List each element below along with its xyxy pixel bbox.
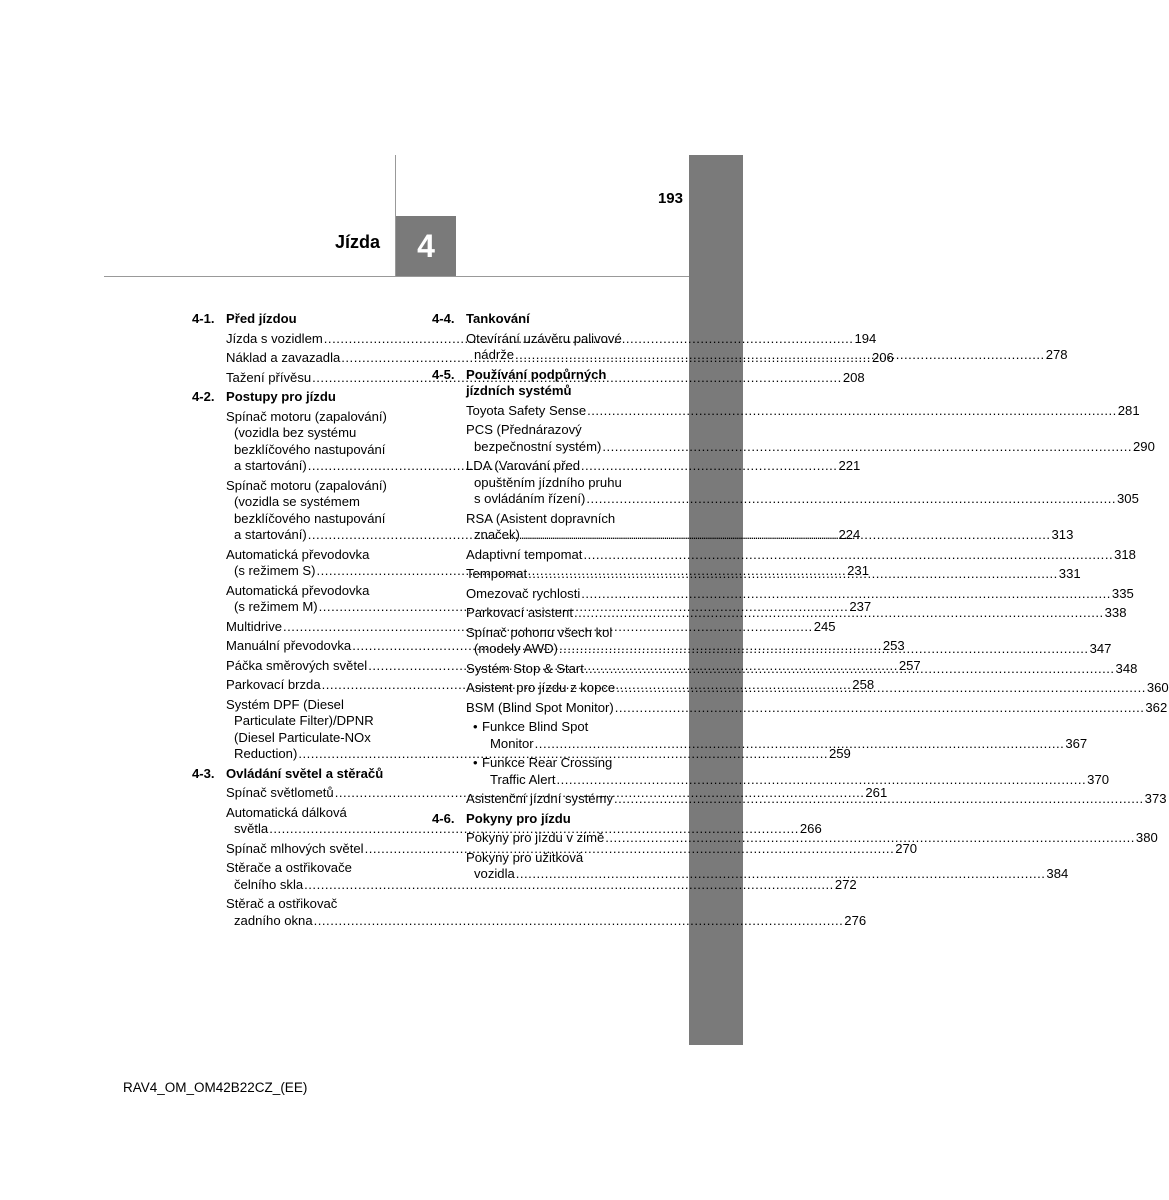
entry-text-line: Stěrač a ostřikovač (226, 896, 338, 911)
entry-page-number: 253 (882, 638, 905, 653)
entry-page-number: 367 (1065, 735, 1088, 751)
entry-text-line: Asistent pro jízdu z kopce (466, 680, 616, 695)
entry-page-number: 208 (842, 369, 865, 385)
entry-text-line: (vozidla se systémem (234, 494, 360, 509)
entry-leader-line (466, 585, 1134, 603)
page-number: 193 (657, 190, 683, 207)
entry-text-line: (vozidla bez systému (234, 425, 357, 440)
section-title (226, 311, 412, 328)
dot-leader (515, 347, 1045, 364)
entry-text-line: Omezovač rychlosti (466, 585, 581, 601)
dot-leader (616, 680, 1146, 697)
entry-leader-line (482, 772, 1109, 789)
entry-page-number: 206 (871, 350, 894, 365)
entry-text-line: Adaptivní tempomat (466, 546, 583, 562)
dot-leader (614, 791, 1144, 808)
entry-page-number: 231 (847, 563, 869, 578)
section-title-line: Používání podpůrných (466, 366, 607, 382)
section-number: 4-5. (432, 366, 455, 382)
entry-page-number: 305 (1117, 491, 1139, 506)
entry-page-number: 224 (838, 527, 861, 542)
entry-text-line: Stěrače a ostřikovače (226, 860, 352, 875)
section-title (466, 811, 652, 828)
entry-text-line: BSM (Blind Spot Monitor) (466, 699, 614, 715)
entry-text-line: zadního okna (234, 912, 313, 928)
section-title-line: jízdních systémů (466, 383, 572, 398)
entry-text-line: (s režimem M) (234, 599, 318, 614)
entry-text-line: Otevírání uzávěru palivové (466, 330, 622, 346)
entry-page-number: 335 (1111, 585, 1134, 601)
entry-text-line: Tažení přívěsu (226, 369, 312, 385)
entry-page-number: 245 (813, 618, 836, 634)
entry-text-line: (modely AWD) (474, 641, 558, 656)
entry-text-line: Náklad a zavazadla (226, 350, 341, 365)
dot-leader (535, 736, 1065, 753)
entry-text-line: Reduction) (234, 746, 298, 761)
section-number: 4-1. (192, 311, 215, 326)
entry-leader-line (226, 876, 857, 894)
section-number: 4-2. (192, 389, 215, 404)
entry-text-line: Manuální převodovka (226, 638, 352, 653)
section-number: 4-6. (432, 810, 455, 826)
entry-leader-line (482, 736, 1087, 753)
entry-text-line: s ovládáním řízení) (474, 491, 586, 506)
chapter-number-box (396, 216, 456, 276)
dot-leader (528, 566, 1058, 583)
toc-section-heading[interactable] (192, 389, 412, 406)
entry-page-number: 259 (828, 746, 851, 761)
dot-leader (585, 661, 1115, 678)
document-code-footer: RAV4_OM_OM42B22CZ_(EE) (123, 1080, 308, 1095)
entry-text-line: značek) (474, 527, 520, 542)
entry-text-line: Automatická převodovka (226, 582, 370, 598)
toc-section-heading[interactable] (192, 766, 412, 783)
toc-entry[interactable] (466, 849, 1069, 883)
toc-entry[interactable] (466, 422, 1155, 455)
toc-entry[interactable] (226, 896, 867, 929)
entry-leader-line (226, 912, 867, 930)
section-title-line: Tankování (466, 311, 530, 326)
entry-text-line: čelního skla (234, 876, 304, 892)
entry-page-number: 261 (865, 785, 888, 800)
dot-leader (559, 641, 1089, 658)
dot-leader (583, 547, 1113, 564)
dot-leader (581, 586, 1111, 603)
entry-page-number: 331 (1058, 566, 1081, 581)
entry-leader-line (466, 438, 1155, 456)
entry-page-number: 318 (1114, 546, 1136, 562)
entry-text-line: bezklíčového nastupování (234, 510, 386, 526)
entry-text-line: Monitor (490, 735, 534, 751)
entry-text-line: Asistenční jízdní systémy (466, 791, 613, 806)
entry-text-line: Funkce Blind Spot (482, 719, 589, 734)
entry-text-line: Páčka směrových světel (226, 657, 368, 673)
toc-entry[interactable] (466, 546, 1136, 564)
header-horizontal-rule (104, 276, 689, 277)
entry-text-line: Jízda s vozidlem (226, 330, 323, 346)
entry-leader-line (466, 699, 1168, 717)
entry-page-number: 360 (1146, 680, 1169, 695)
entry-text-line: Pokyny pro užitková (466, 849, 584, 865)
entry-page-number: 278 (1045, 347, 1068, 362)
section-title-line: Před jízdou (226, 311, 297, 326)
entry-page-number: 290 (1133, 438, 1155, 454)
bullet-entry-body (482, 755, 1109, 788)
entry-page-number: 313 (1051, 527, 1074, 542)
section-title (226, 389, 412, 406)
entry-text-line: Automatická převodovka (226, 546, 370, 562)
entry-text-line: RSA (Asistent dopravních (466, 510, 616, 526)
entry-text-line: Pokyny pro jízdu v zimě (466, 830, 605, 845)
entry-page-number: 257 (898, 657, 921, 673)
entry-page-number: 270 (895, 840, 918, 856)
entry-leader-line (466, 546, 1136, 564)
toc-section-heading[interactable] (192, 311, 412, 328)
chapter-title: Jízda (334, 232, 380, 252)
toc-section-heading[interactable] (432, 311, 652, 328)
bullet-entry-body (482, 719, 1087, 752)
entry-text-line: vozidla (474, 866, 515, 881)
dot-leader (574, 605, 1104, 622)
dot-leader (521, 527, 1051, 544)
entry-text-line: Automatická dálková (226, 804, 347, 820)
entry-page-number: 237 (849, 599, 872, 614)
dot-leader (557, 772, 1087, 789)
entry-text-line: Spínač mlhových světel (226, 840, 364, 856)
entry-text-line: světla (234, 821, 269, 836)
entry-text-line: opuštěním jízdního pruhu (474, 474, 622, 490)
entry-text-line: nádrže (474, 347, 515, 362)
entry-page-number: 384 (1046, 866, 1069, 881)
section-title (466, 311, 652, 328)
entry-text-line: Spínač motoru (zapalování) (226, 408, 387, 424)
dot-leader (314, 913, 844, 930)
entry-text-line: Systém DPF (Diesel (226, 696, 344, 712)
entry-page-number: 194 (854, 330, 877, 346)
entry-text-line: Systém Stop & Start (466, 660, 584, 676)
dot-leader (615, 700, 1145, 717)
section-title (466, 367, 652, 400)
entry-page-number: 373 (1144, 791, 1167, 806)
dot-leader (587, 403, 1117, 420)
dot-leader (605, 830, 1135, 847)
toc-entry[interactable] (466, 699, 1168, 717)
entry-text-line: Spínač motoru (zapalování) (226, 477, 387, 493)
toc-entry[interactable] (466, 585, 1134, 603)
entry-page-number: 276 (844, 912, 867, 928)
entry-page-number: 258 (852, 677, 875, 692)
entry-text-line: bezklíčového nastupování (234, 441, 386, 457)
entry-page-number: 347 (1089, 641, 1112, 656)
entry-page-number: 338 (1104, 605, 1127, 620)
toc-section-heading[interactable] (432, 811, 652, 828)
entry-text-line: Traffic Alert (490, 771, 556, 787)
entry-text-line: Parkovací asistent (466, 605, 573, 620)
entry-page-number: 380 (1135, 830, 1158, 845)
bullet-entry-row (473, 755, 1110, 788)
bullet-entry-row (473, 719, 1088, 752)
toc-entry[interactable] (466, 830, 1158, 847)
entry-page-number: 221 (838, 458, 861, 473)
entry-text-line: Funkce Rear Crossing (482, 755, 613, 770)
entry-text-line: Parkovací brzda (226, 677, 321, 692)
entry-page-number: 272 (834, 876, 857, 892)
entry-text-line: a startování) (234, 458, 307, 473)
section-title-line: Postupy pro jízdu (226, 389, 336, 404)
entry-text-line: (Diesel Particulate-NOx (234, 729, 371, 745)
toc-entry[interactable] (466, 402, 1140, 420)
toc-entry[interactable] (473, 719, 1088, 752)
entry-text-line: PCS (Přednárazový (466, 422, 582, 437)
bullet-icon: • (473, 755, 478, 770)
entry-text-line: Spínač pohonu všech kol (466, 624, 613, 640)
entry-text-line: Multidrive (226, 618, 283, 634)
entry-page-number: 281 (1117, 402, 1140, 418)
entry-leader-line (466, 866, 1069, 883)
entry-page-number: 266 (799, 821, 822, 836)
section-number: 4-4. (432, 311, 455, 326)
entry-page-number: 348 (1115, 660, 1138, 676)
bullet-icon: • (473, 719, 478, 734)
section-title-line: Ovládání světel a stěračů (226, 765, 384, 781)
entry-page-number: 362 (1145, 699, 1168, 715)
entry-text-line: Toyota Safety Sense (466, 402, 587, 418)
dot-leader (602, 439, 1132, 456)
entry-leader-line (466, 830, 1158, 847)
entry-text-line: Tempomat (466, 566, 528, 581)
entry-page-number: 370 (1087, 771, 1110, 787)
section-title-line: Pokyny pro jízdu (466, 810, 571, 826)
toc-section-heading[interactable] (432, 367, 652, 400)
toc-entry[interactable] (473, 755, 1110, 788)
entry-text-line: (s režimem S) (234, 563, 316, 578)
section-title (226, 766, 412, 783)
section-number: 4-3. (192, 765, 215, 781)
dot-leader (516, 866, 1046, 883)
entry-leader-line (466, 491, 1139, 508)
dot-leader (586, 491, 1116, 508)
entry-text-line: Particulate Filter)/DPNR (234, 713, 374, 728)
entry-text-line: bezpečnostní systém) (474, 438, 602, 454)
chapter-number: 4 (417, 227, 435, 264)
entry-text-line: Spínač světlometů (226, 785, 334, 800)
entry-text-line: LDA (Varování před (466, 458, 581, 473)
entry-leader-line (466, 402, 1140, 420)
entry-text-line: a startování) (234, 527, 307, 542)
